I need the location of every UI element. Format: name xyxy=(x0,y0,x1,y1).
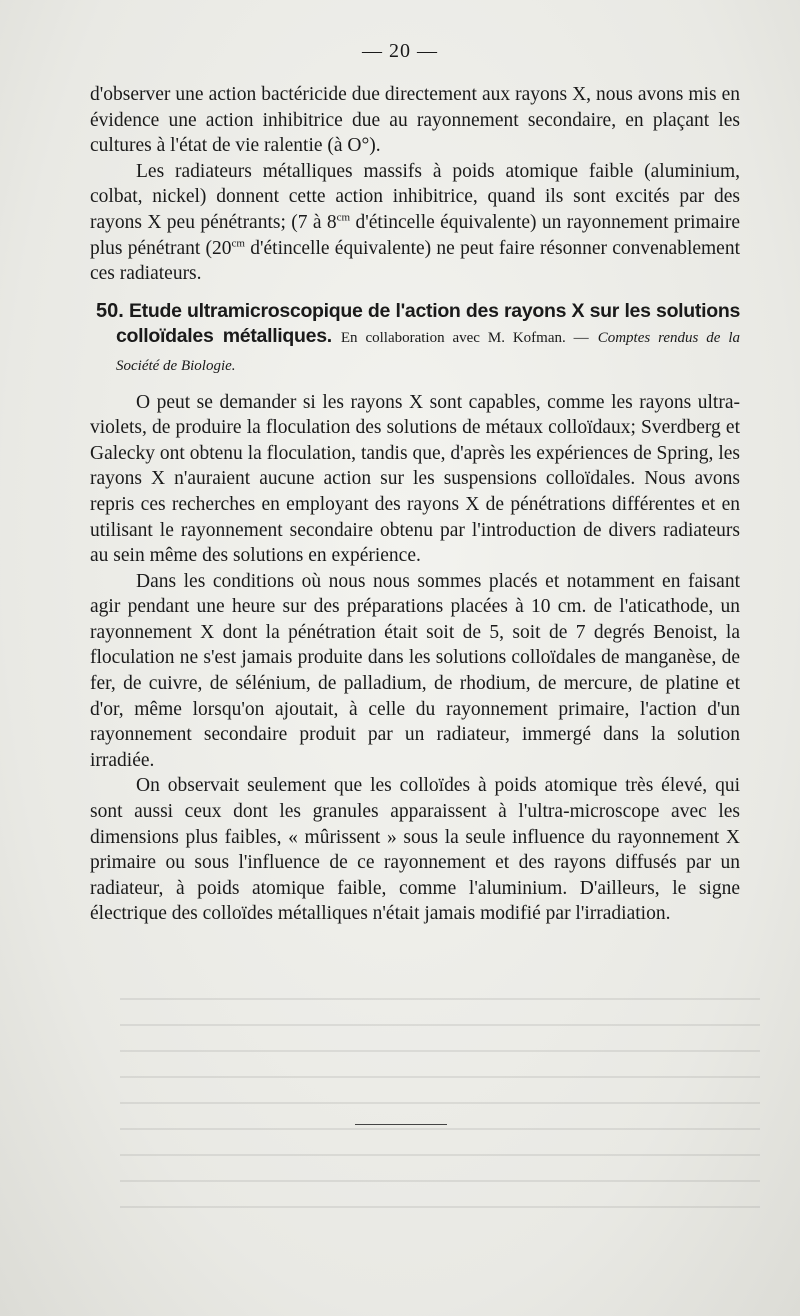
paragraph-observation: On observait seulement que les colloïdes à poids atomique très élevé, qui sont aussi ceux dont les granules apparaissent à l'ultra-microscope avec les dimensions plus faibles, « mûrissent » sous la seule influence du rayonnement X primaire ou sous l'influence de ce rayonnement et des rayons diffusés par un radiateur, à poids atomique faible, comme l'aluminium. D'ailleurs, le signe électrique des colloïdes métalliques n'était jamais modifié par l'irradiation. xyxy=(90,775,740,925)
paragraph-radiateurs xyxy=(90,159,740,287)
section-divider-rule xyxy=(355,1124,447,1125)
paragraph-conditions: Dans les conditions où nous nous sommes placés et notamment en faisant agir pendant une heure sur des préparations placées à 10 cm. de l'aticathode, un rayonnement X dont la pénétration était soit de 5, soit de 7 degrés Benoist, la floculation ne s'est jamais produite dans les solutions colloïdales de manganèse, de fer, de cuivre, de sélénium, de palladium, de rhodium, de mercure, de platine et d'or, même lorsqu'on ajoutait, à celle du rayonnement primaire, l'action d'un rayonnement secondaire produit par un radiateur, immergé dans la solution irradiée. xyxy=(90,570,740,771)
page-number: — 20 — xyxy=(362,40,438,62)
section-collaboration: En collaboration avec M. Kofman. — xyxy=(340,330,589,347)
paragraph-radiateurs-part2: d'étincelle équivalente) un rayonnement primaire plus pénétrant (20 xyxy=(90,211,740,259)
section-heading xyxy=(90,299,740,380)
paragraph-radiateurs-part1: Les radiateurs métalliques massifs à poids atomique faible (aluminium, colbat, nickel) donnent cette action inhibitrice, quand ils sont excités par des rayons X peu pénétrants; (7 à 8 xyxy=(90,160,740,233)
text-body xyxy=(90,82,740,927)
section-title: Etude ultramicroscopique de l'action des rayons X sur les solutions colloïdales métalliques. xyxy=(116,299,740,348)
unit-superscript-2: cm xyxy=(231,237,245,250)
unit-superscript-1: cm xyxy=(336,211,351,224)
paragraph-radiateurs-part3: d'étincelle équivalente) ne peut faire résonner convenablement ces radiateurs. xyxy=(90,237,741,285)
paragraph-question: O peut se demander si les rayons X sont capables, comme les rayons ultra-violets, de produire la floculation des solutions de métaux colloïdaux; Sverdberg et Galecky ont obtenu la floculation, tandis que, d'après les expériences de Spring, les rayons X n'auraient aucune action sur les suspensions colloïdales. Nous avons repris ces recherches en employant des rayons X de pénétrations différentes et en utilisant le rayonnement secondaire obtenu par l'introduction de divers radiateurs au sein même des solutions en expérience. xyxy=(90,391,740,567)
paragraph-continuation: d'observer une action bactéricide due directement aux rayons X, nous avons mis en évidence une action inhibitrice due au rayonnement secondaire, en plaçant les cultures à l'état de vie ralentie (à O°). xyxy=(90,84,740,157)
section-source: Comptes rendus de la Société de Biologie. xyxy=(116,330,741,374)
bleed-through-texture xyxy=(120,980,760,1230)
section-number: 50. xyxy=(96,299,124,322)
